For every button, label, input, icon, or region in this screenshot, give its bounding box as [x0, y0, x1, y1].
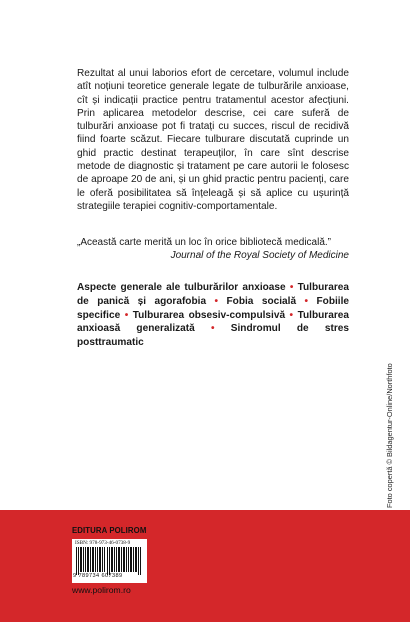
quote-source: Journal of the Royal Society of Medicine	[170, 250, 349, 261]
bullet-icon: •	[304, 295, 309, 307]
topic-item: Tulburarea anxioasă generalizată	[77, 309, 349, 335]
cover-red-band	[0, 510, 410, 622]
topic-item: Tulburarea obsesiv-compulsivă	[132, 309, 286, 321]
bullet-icon: •	[289, 282, 294, 293]
publisher-website[interactable]: www.polirom.ro	[72, 585, 131, 595]
blurb-paragraph: Rezultat al unui laborios efort de cercetare, volumul include atît noțiuni teoretice generale legate de tulburările anxioase, cît și indicații practice pentru tratamentul acestor afecțiuni. Prin aplicarea metodelor descrise, cei care suferă de tulburări anxioase pot fi tratați cu succes, riscul de recidivă fiind foarte scăzut. Fiecare tulburare discutată cuprinde un ghid practic destinat terapeuților, în care sînt descrise metode de diagnostic și tratament pe care autorii le folosesc de aproape 20 de ani, și un ghid practic pentru pacienți, care le oferă posibilitatea să înțeleagă și să aplice cu ușurință strategiile terapiei cognitiv-comportamentale.	[77, 68, 349, 212]
topic-item: Aspecte generale ale tulburărilor anxioase	[77, 282, 286, 293]
quote-text: „Această carte merită un loc în orice bibliotecă medicală.”	[77, 237, 332, 248]
topic-item: Fobia socială	[226, 295, 297, 307]
bullet-icon: •	[289, 309, 294, 321]
bullet-icon: •	[210, 323, 215, 335]
topics-list	[77, 281, 349, 350]
review-quote	[77, 236, 349, 262]
topic-item: Tulburarea de panică și agorafobia	[77, 282, 350, 307]
topic-item: Fobiile specifice	[77, 295, 350, 321]
topic-item: Sindromul de stres posttraumatic	[77, 323, 349, 349]
publisher-name: EDITURA POLIROM	[72, 526, 147, 535]
bullet-icon: •	[124, 309, 129, 321]
barcode-digits: 9 789734 607389	[73, 573, 123, 579]
photo-credit: Foto copertă © Bildagentur-Online/Northfoto	[385, 363, 394, 508]
barcode-icon	[76, 547, 143, 575]
barcode-box	[72, 539, 147, 583]
bullet-icon: •	[214, 295, 219, 307]
isbn-text: ISBN: 978-973-46-0738-9	[75, 540, 131, 546]
